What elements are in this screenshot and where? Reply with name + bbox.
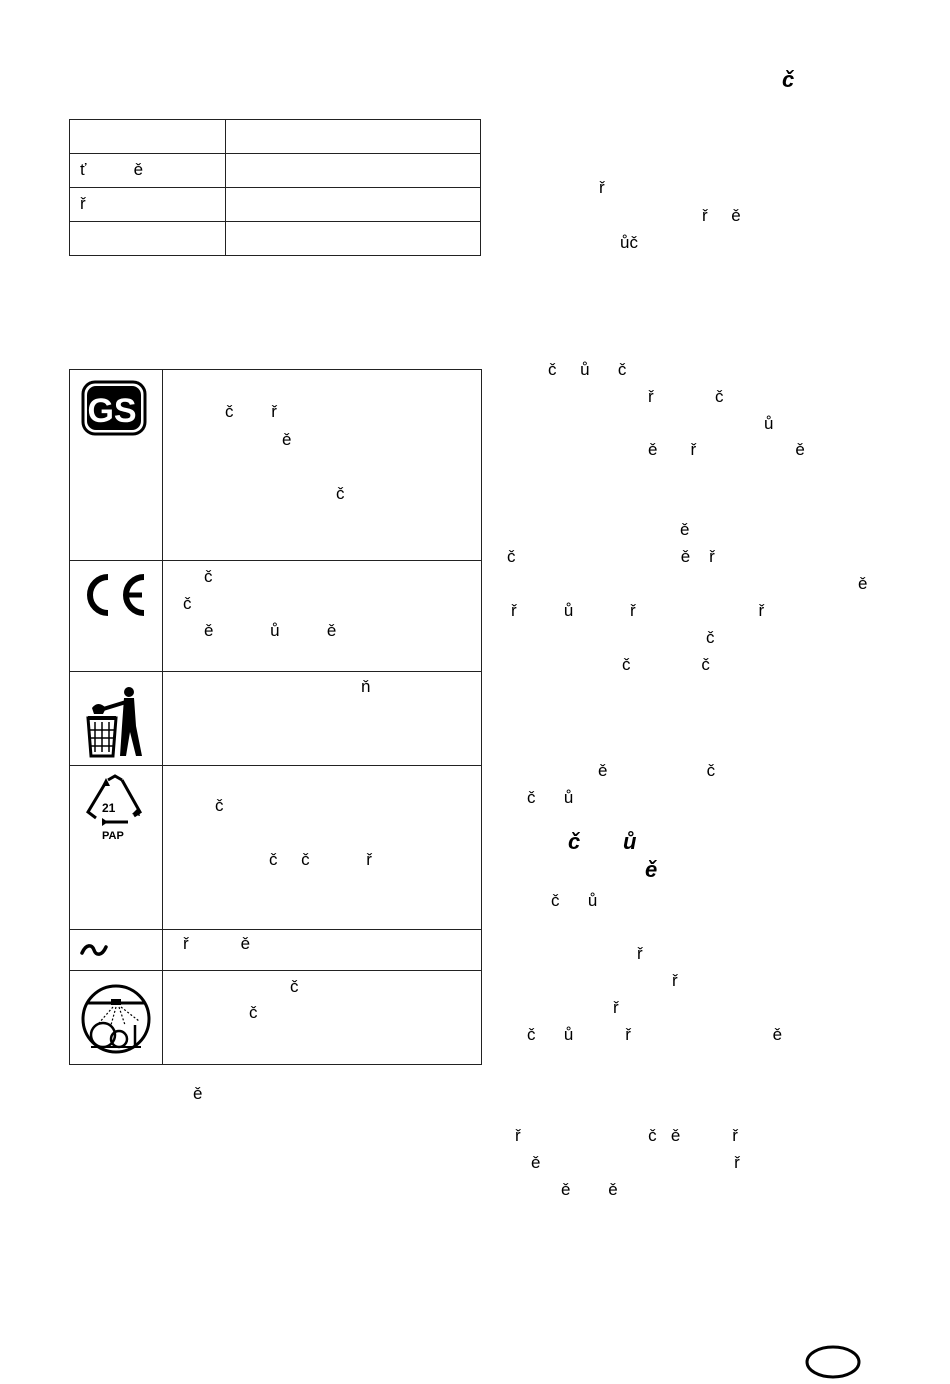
text-line: ě ř ě bbox=[648, 440, 805, 459]
table-row bbox=[70, 672, 482, 766]
row-text: ř ě bbox=[183, 934, 251, 953]
text-line: ř č ě ř bbox=[515, 1126, 738, 1145]
table-row bbox=[70, 222, 481, 256]
table-row bbox=[70, 188, 481, 222]
dishwasher-icon bbox=[81, 983, 151, 1055]
language-oval-icon bbox=[804, 1344, 862, 1380]
table-footnote: ě bbox=[193, 1084, 203, 1103]
table-row bbox=[70, 766, 482, 930]
waste-bin-icon bbox=[86, 686, 146, 758]
text-line: ř bbox=[613, 998, 619, 1017]
text-line: č ů č bbox=[548, 360, 627, 379]
table-row bbox=[70, 120, 481, 154]
text-line: ř ě bbox=[702, 206, 741, 225]
row-text: č bbox=[249, 1003, 258, 1022]
text-line: ůč bbox=[620, 233, 638, 252]
row-text: ň bbox=[361, 677, 371, 696]
section-subheading: ě bbox=[645, 857, 658, 882]
text-line: ě bbox=[858, 574, 868, 593]
svg-text:GS: GS bbox=[87, 392, 137, 430]
text-line: č ů ř ě bbox=[527, 1025, 783, 1044]
text-line: č č bbox=[622, 655, 710, 674]
text-line: ř bbox=[637, 944, 643, 963]
row-text: ě ů ě bbox=[204, 621, 337, 640]
table-cell: ť ě bbox=[80, 160, 144, 179]
section-subheading: č ů bbox=[568, 829, 637, 854]
text-line: č ů bbox=[527, 788, 574, 807]
text-line: ř bbox=[599, 178, 605, 197]
row-text: č bbox=[183, 594, 192, 613]
text-line: ě č bbox=[598, 761, 716, 780]
text-line: ů bbox=[764, 414, 774, 433]
recycling-label: PAP bbox=[102, 830, 124, 842]
gs-mark-icon bbox=[81, 380, 147, 436]
table-row bbox=[70, 154, 481, 188]
tilde-icon bbox=[80, 940, 108, 960]
text-line: ř bbox=[672, 971, 678, 990]
row-text: č č ř bbox=[269, 850, 372, 869]
table-cell: ř bbox=[80, 194, 86, 213]
text-line: ě bbox=[680, 520, 690, 539]
table-row bbox=[70, 971, 482, 1065]
table-row bbox=[70, 561, 482, 672]
text-line: ě ř bbox=[531, 1153, 740, 1172]
table-row bbox=[70, 930, 482, 971]
row-text: č bbox=[336, 484, 345, 503]
row-text: č ř bbox=[225, 402, 277, 421]
ce-mark-icon bbox=[82, 573, 148, 617]
text-line: ě ě bbox=[561, 1180, 618, 1199]
row-text: č bbox=[290, 977, 299, 996]
table-row bbox=[70, 370, 482, 561]
text-line: ř ů ř ř bbox=[511, 601, 765, 620]
spec-table bbox=[69, 119, 481, 256]
page-heading: č bbox=[782, 67, 795, 92]
text-line: č ů bbox=[551, 891, 598, 910]
symbols-table bbox=[69, 369, 482, 1065]
text-line: č bbox=[706, 628, 715, 647]
text-line: č ě ř bbox=[507, 547, 715, 566]
row-text: č bbox=[215, 796, 224, 815]
row-text: č bbox=[204, 567, 213, 586]
text-line: ř č bbox=[648, 387, 724, 406]
row-text: ě bbox=[282, 430, 292, 449]
recycling-number: 21 bbox=[102, 801, 116, 815]
